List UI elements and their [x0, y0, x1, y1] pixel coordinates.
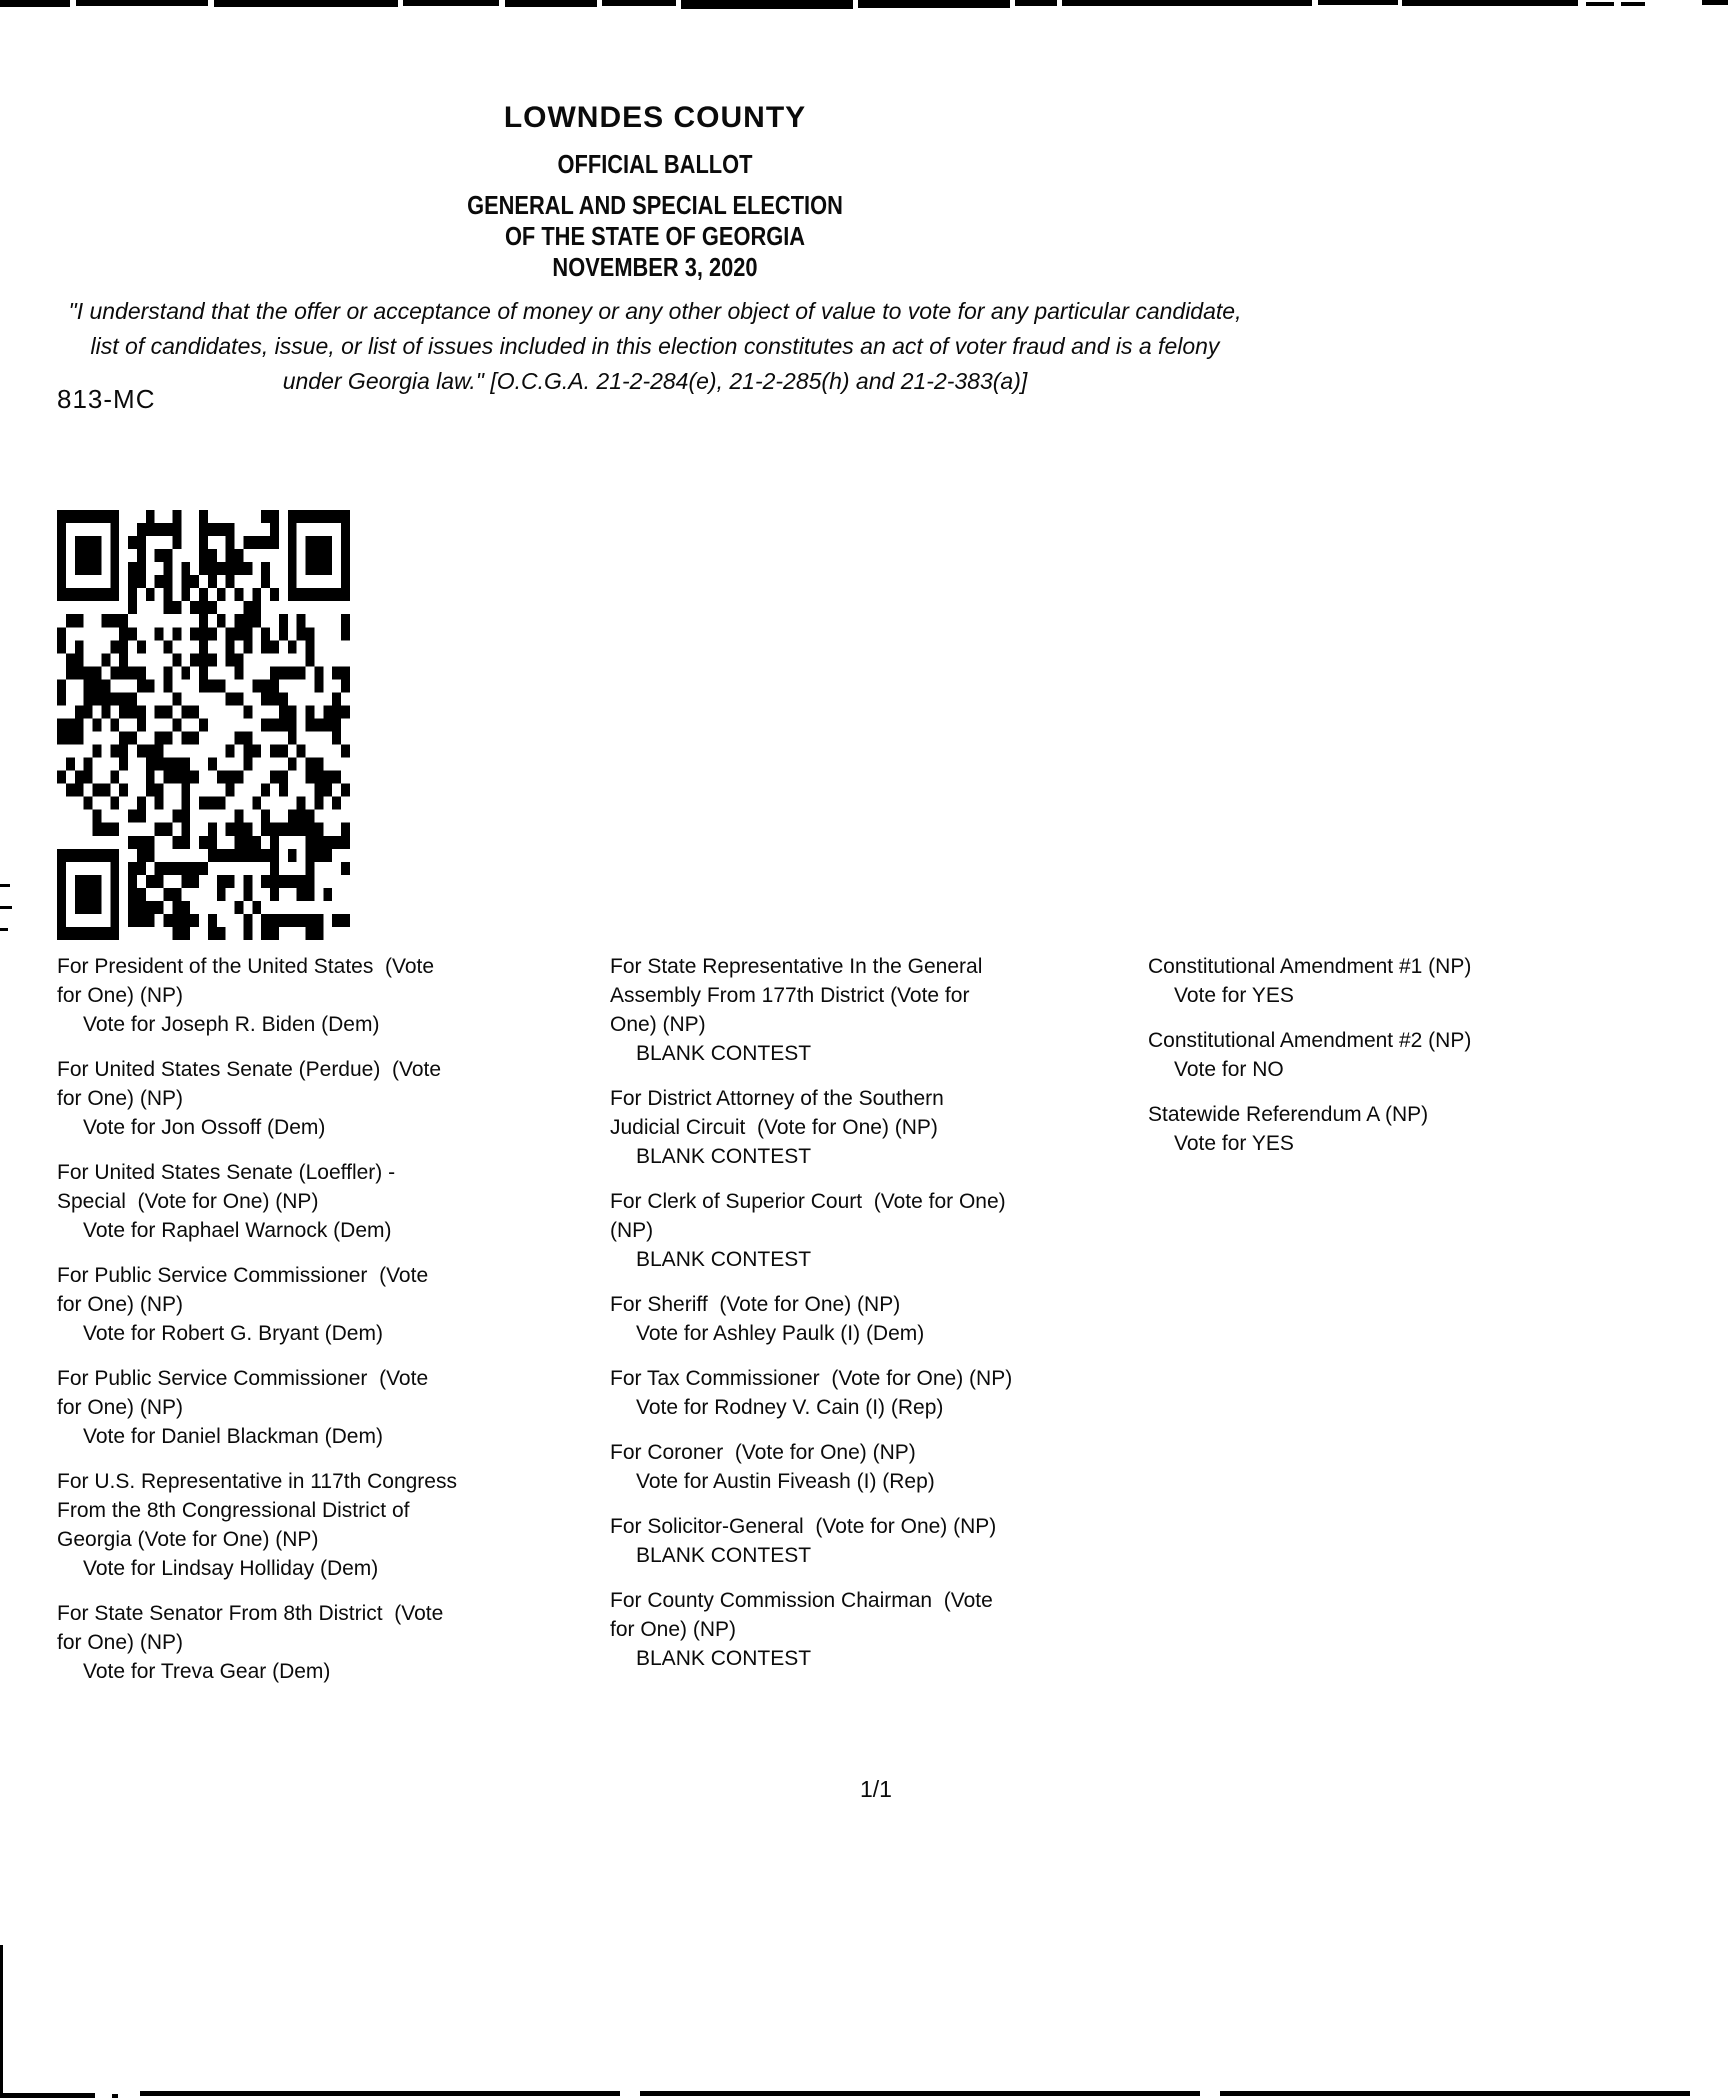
contest [610, 1586, 1060, 1673]
scan-artifact [1062, 0, 1312, 6]
ballot-type-title: OFFICIAL BALLOT [557, 149, 753, 179]
scan-artifact [1220, 2091, 1690, 2096]
contest-title: For United States Senate (Perdue) (Vote [57, 1058, 442, 1081]
scan-artifact [140, 2091, 620, 2096]
contest-selection: Vote for Rodney V. Cain (I) (Rep) [636, 1396, 944, 1419]
ballot-header [57, 100, 1253, 283]
contest-selection: Vote for YES [1174, 984, 1294, 1007]
contest-selection: Vote for Joseph R. Biden (Dem) [83, 1013, 380, 1036]
contest-selection: Vote for NO [1174, 1058, 1284, 1081]
contest-title: for One) (NP) [57, 1396, 184, 1419]
contest-selection: BLANK CONTEST [636, 1145, 812, 1168]
scan-artifact [1318, 0, 1398, 5]
scan-artifact [1702, 0, 1728, 5]
contest-title: Georgia (Vote for One) (NP) [57, 1528, 319, 1551]
contest-title: For Public Service Commissioner (Vote [57, 1264, 429, 1287]
scan-artifact [858, 0, 1010, 8]
contest-title: For United States Senate (Loeffler) - [57, 1161, 396, 1184]
contest [610, 1290, 1060, 1348]
scan-artifact [505, 0, 597, 7]
contest-title: Assembly From 177th District (Vote for [610, 984, 970, 1007]
contest-title: For Sheriff (Vote for One) (NP) [610, 1293, 901, 1316]
scan-artifact [1015, 0, 1057, 6]
election-title-line: OF THE STATE OF GEORGIA [504, 221, 806, 251]
contest-selection: Vote for Lindsay Holliday (Dem) [83, 1557, 379, 1580]
contest-title: One) (NP) [610, 1013, 706, 1036]
ballot-column [1148, 952, 1608, 1174]
scan-artifact [112, 2094, 118, 2098]
county-title: LOWNDES COUNTY [503, 101, 807, 134]
scan-artifact [0, 884, 10, 887]
scan-artifact [1621, 2, 1645, 6]
contest-selection: Vote for Robert G. Bryant (Dem) [83, 1322, 383, 1345]
election-title-line: GENERAL AND SPECIAL ELECTION [467, 190, 843, 220]
contest-title: For Clerk of Superior Court (Vote for One) [610, 1190, 1006, 1213]
scan-artifact [640, 2091, 1200, 2096]
contest-selection: BLANK CONTEST [636, 1248, 812, 1271]
contest [1148, 1026, 1608, 1084]
scan-artifact [0, 1945, 3, 2098]
contest [610, 952, 1060, 1068]
contest-selection: Vote for Treva Gear (Dem) [83, 1660, 331, 1683]
contest-title: For Solicitor-General (Vote for One) (NP) [610, 1515, 997, 1538]
contest-title: From the 8th Congressional District of [57, 1499, 410, 1522]
qr-code [57, 510, 350, 940]
contest-selection: Vote for Ashley Paulk (I) (Dem) [636, 1322, 925, 1345]
page-number: 1/1 [860, 1776, 892, 1802]
contest-title: (NP) [610, 1219, 654, 1242]
contest-title: for One) (NP) [57, 1087, 184, 1110]
contest [610, 1084, 1060, 1171]
contest-title: For County Commission Chairman (Vote [610, 1589, 993, 1612]
ballot-column [57, 952, 487, 1702]
scan-artifact [214, 0, 398, 7]
election-title-line: NOVEMBER 3, 2020 [552, 252, 758, 282]
scan-artifact [0, 906, 12, 909]
contest-title: Statewide Referendum A (NP) [1148, 1103, 1429, 1126]
contest-selection: Vote for YES [1174, 1132, 1294, 1155]
ballot-column [610, 952, 1060, 1689]
contest [1148, 952, 1608, 1010]
contest [57, 1158, 487, 1245]
contest-title: For State Senator From 8th District (Vote [57, 1602, 444, 1625]
contest-title: for One) (NP) [57, 1631, 184, 1654]
contest-title: For Coroner (Vote for One) (NP) [610, 1441, 916, 1464]
contest [57, 1055, 487, 1142]
scan-artifact [602, 0, 676, 6]
scan-artifact [0, 0, 70, 7]
contest-selection: BLANK CONTEST [636, 1647, 812, 1670]
contest-selection: Vote for Raphael Warnock (Dem) [83, 1219, 392, 1242]
contest [57, 1599, 487, 1686]
contest-title: Constitutional Amendment #2 (NP) [1148, 1029, 1472, 1052]
contest-selection: Vote for Jon Ossoff (Dem) [83, 1116, 326, 1139]
contest-selection: BLANK CONTEST [636, 1042, 812, 1065]
contest [610, 1512, 1060, 1570]
contest [57, 1364, 487, 1451]
contest-title: for One) (NP) [57, 984, 184, 1007]
contest-selection: BLANK CONTEST [636, 1544, 812, 1567]
disclaimer-line: under Georgia law." [O.C.G.A. 21-2-284(e), 21-2-285(h) and 21-2-383(a)] [282, 368, 1028, 394]
contest-title: For U.S. Representative in 117th Congress [57, 1470, 457, 1493]
contest-title: Constitutional Amendment #1 (NP) [1148, 955, 1472, 978]
disclaimer-line: "I understand that the offer or acceptance of money or any other object of value to vote for any particular candidate, [68, 298, 1242, 324]
contest-title: Judicial Circuit (Vote for One) (NP) [610, 1116, 938, 1139]
contest [57, 1467, 487, 1583]
contest-selection: Vote for Daniel Blackman (Dem) [83, 1425, 383, 1448]
disclaimer-line: list of candidates, issue, or list of issues included in this election constitutes an act of voter fraud and is a felony [90, 333, 1220, 359]
scan-artifact [681, 0, 853, 9]
contest-title: For President of the United States (Vote [57, 955, 435, 978]
election-title [57, 190, 1253, 283]
contest [610, 1438, 1060, 1496]
contest [610, 1364, 1060, 1422]
contest-title: For Public Service Commissioner (Vote [57, 1367, 429, 1390]
contest [610, 1187, 1060, 1274]
voter-fraud-disclaimer [40, 294, 1270, 399]
contest-title: For District Attorney of the Southern [610, 1087, 944, 1110]
scan-artifact [1586, 2, 1614, 6]
contest-title: For Tax Commissioner (Vote for One) (NP) [610, 1367, 1013, 1390]
ballot-style-code: 813-MC [57, 384, 156, 414]
scan-artifact [403, 0, 499, 6]
contest [57, 1261, 487, 1348]
scan-artifact [76, 0, 208, 6]
scan-artifact [0, 928, 8, 931]
contest-selection: Vote for Austin Fiveash (I) (Rep) [636, 1470, 935, 1493]
contest-title: for One) (NP) [610, 1618, 737, 1641]
contest [57, 952, 487, 1039]
scan-artifact [1402, 0, 1578, 6]
contest-title: for One) (NP) [57, 1293, 184, 1316]
scan-artifact [0, 2093, 95, 2098]
contest [1148, 1100, 1608, 1158]
contest-title: Special (Vote for One) (NP) [57, 1190, 319, 1213]
contest-title: For State Representative In the General [610, 955, 983, 978]
